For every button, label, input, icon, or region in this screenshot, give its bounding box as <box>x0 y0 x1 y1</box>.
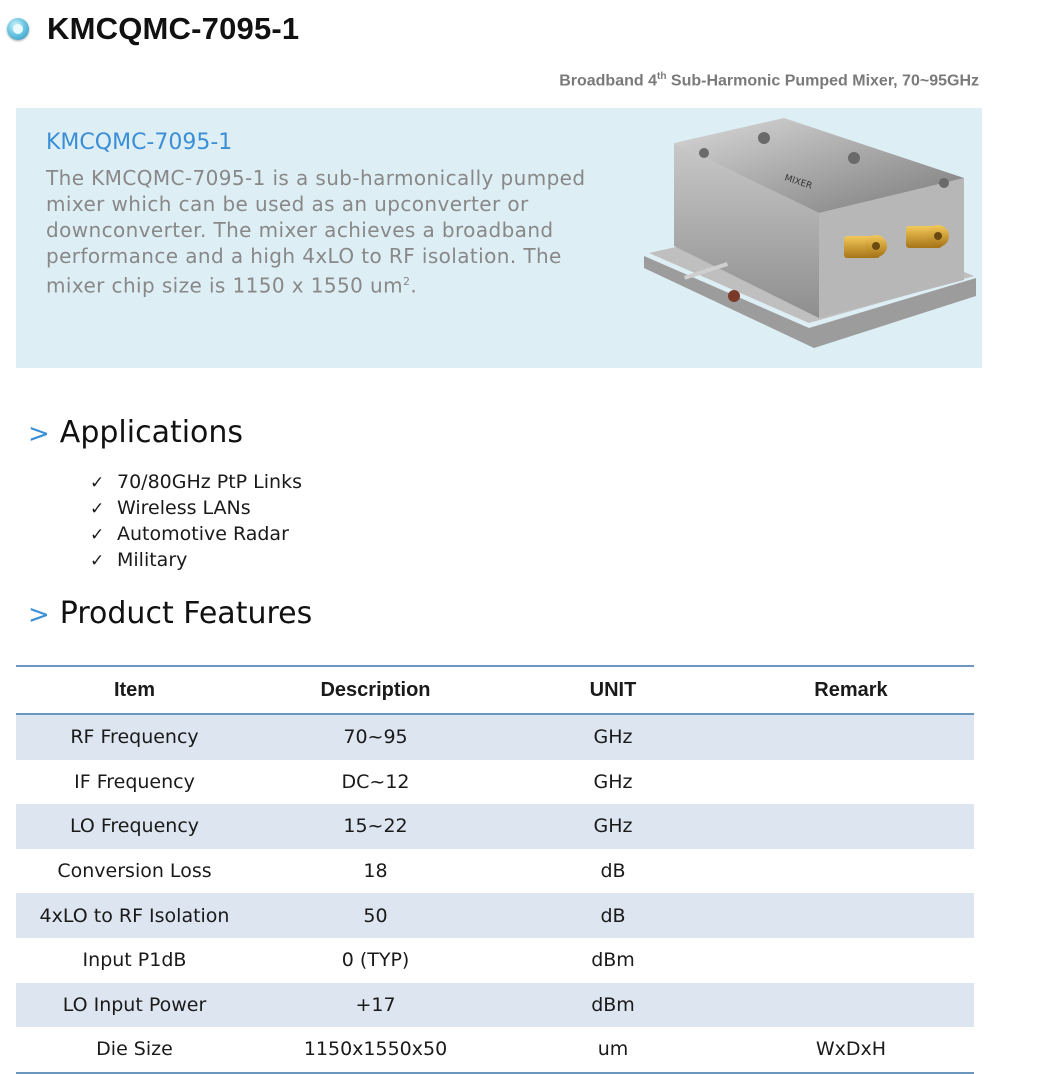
table-row <box>16 714 974 760</box>
cell-remark <box>728 849 974 894</box>
cell-item: IF Frequency <box>74 770 195 793</box>
cell-remark <box>728 804 974 849</box>
cell-item: 4xLO to RF Isolation <box>16 893 253 938</box>
cell-item: RF Frequency <box>16 714 253 760</box>
applications-list <box>90 470 302 574</box>
column-header-remark: Remark <box>728 666 974 714</box>
svg-text:MIXER: MIXER <box>783 173 814 192</box>
title-bullet-icon <box>7 18 29 40</box>
intro-heading: KMCQMC-7095-1 <box>46 130 233 155</box>
cell-description: 0 (TYP) <box>341 949 410 972</box>
subtitle-superscript: th <box>657 71 667 82</box>
checkmark-icon: ✓ <box>90 499 105 519</box>
table-row <box>16 804 974 849</box>
cell-unit: GHz <box>498 804 728 849</box>
cell-remark <box>728 983 974 1028</box>
cell-remark <box>728 760 974 805</box>
cell-remark <box>728 893 974 938</box>
cell-description: 50 <box>253 893 498 938</box>
table-row <box>16 893 974 938</box>
cell-remark <box>728 714 974 760</box>
table-row <box>16 1027 974 1073</box>
list-item-label: Wireless LANs <box>117 497 251 519</box>
applications-title: Applications <box>59 415 244 450</box>
cell-remark: WxDxH <box>728 1027 974 1073</box>
intro-text-superscript: 2 <box>402 275 411 288</box>
cell-unit: dBm <box>591 949 635 972</box>
features-title: Product Features <box>59 596 313 631</box>
column-header-description: Description <box>253 666 498 714</box>
cell-description: DC~12 <box>341 770 410 793</box>
cell-item: LO Input Power <box>16 983 253 1028</box>
table-row <box>16 760 974 805</box>
features-heading <box>28 596 312 631</box>
intro-text-end: . <box>410 273 418 298</box>
checkmark-icon: ✓ <box>90 473 105 493</box>
list-item <box>90 470 302 496</box>
list-item-label: Military <box>117 549 188 571</box>
applications-heading <box>28 415 243 450</box>
features-table <box>16 665 974 1074</box>
page-title: KMCQMC-7095-1 <box>47 11 300 46</box>
list-item <box>90 496 302 522</box>
table-row <box>16 849 974 894</box>
cell-description: +17 <box>253 983 498 1028</box>
checkmark-icon: ✓ <box>90 551 105 571</box>
chevron-right-icon: > <box>28 600 50 630</box>
cell-unit: dBm <box>498 983 728 1028</box>
cell-unit: dB <box>600 860 626 883</box>
list-item <box>90 522 302 548</box>
table-header-row <box>16 666 974 714</box>
cell-unit: GHz <box>498 714 728 760</box>
checkmark-icon: ✓ <box>90 525 105 545</box>
intro-panel <box>16 108 982 368</box>
cell-description: 15~22 <box>253 804 498 849</box>
mixer-module-photo <box>644 118 976 358</box>
intro-text-body: The KMCQMC-7095-1 is a sub-harmonically pumped mixer which can be used as an upconverter or downconverter. The mixer achieves a broadband performance and a high 4xLO to RF isolation. The mixer chip size is 1150 x 1550 um <box>46 166 586 298</box>
cell-description: 1150x1550x50 <box>253 1027 498 1073</box>
column-header-unit: UNIT <box>498 666 728 714</box>
column-header-item: Item <box>16 666 253 714</box>
list-item-label: 70/80GHz PtP Links <box>117 471 302 493</box>
cell-unit: um <box>498 1027 728 1073</box>
subtitle-part: Sub-Harmonic Pumped Mixer, 70~95GHz <box>666 72 979 90</box>
cell-item: Conversion Loss <box>57 860 212 883</box>
cell-remark <box>728 938 974 983</box>
list-item-label: Automotive Radar <box>117 523 289 545</box>
intro-description <box>46 165 621 299</box>
cell-unit: GHz <box>593 770 633 793</box>
cell-item: LO Frequency <box>16 804 253 849</box>
cell-item: Die Size <box>16 1027 253 1073</box>
cell-item: Input P1dB <box>82 949 187 972</box>
cell-description: 18 <box>363 860 388 883</box>
cell-unit: dB <box>498 893 728 938</box>
chevron-right-icon: > <box>28 419 50 449</box>
page-subtitle <box>559 71 979 90</box>
subtitle-part: Broadband 4 <box>559 72 657 90</box>
table-row <box>16 983 974 1028</box>
cell-description: 70~95 <box>253 714 498 760</box>
table-row <box>16 938 974 983</box>
list-item <box>90 548 302 574</box>
